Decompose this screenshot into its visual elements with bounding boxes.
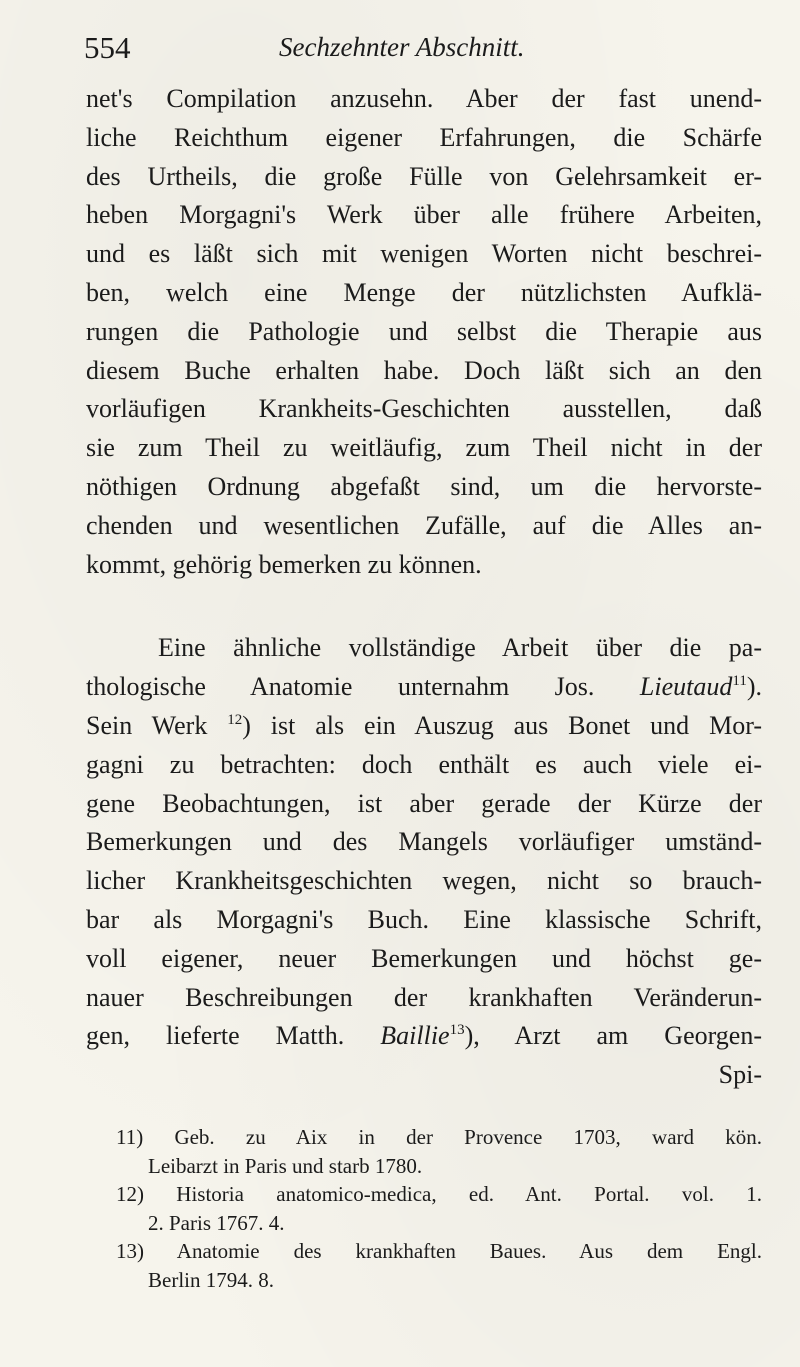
main-text bbox=[86, 80, 762, 1095]
text-line: vorläufigen Krankheits-Geschichten ausstellen, daß bbox=[86, 394, 762, 424]
text-line: gagni zu betrachten: doch enthält es auch viele ei- bbox=[86, 749, 762, 779]
text-line bbox=[86, 707, 762, 746]
paragraph-gap bbox=[86, 584, 762, 629]
footnote-11-cont: Leibarzt in Paris und starb 1780. bbox=[148, 1153, 423, 1178]
text-line bbox=[86, 1017, 762, 1056]
paragraph-1 bbox=[86, 80, 762, 584]
text-line: voll eigener, neuer Bemerkungen und höchst ge- bbox=[86, 943, 762, 973]
text-line: Bemerkungen und des Mangels vorläufiger umständ- bbox=[86, 827, 762, 857]
text-line: ben, welch eine Menge der nützlichsten Aufklä- bbox=[86, 277, 762, 307]
text-line: gene Beobachtungen, ist aber gerade der Kürze der bbox=[86, 788, 762, 818]
page-header bbox=[84, 22, 764, 72]
paragraph-2 bbox=[86, 629, 762, 1095]
text-segment: Sein Werk bbox=[86, 710, 228, 740]
footnote-13: 13) Anatomie des krankhaften Baues. Aus dem Engl. bbox=[116, 1239, 762, 1263]
footnote-13-cont: Berlin 1794. 8. bbox=[148, 1267, 274, 1292]
footnote-12: 12) Historia anatomico-medica, ed. Ant. Portal. vol. 1. bbox=[116, 1182, 762, 1206]
text-line: nauer Beschreibungen der krankhaften Veränderun- bbox=[86, 982, 762, 1012]
footnote-ref-12: 12 bbox=[227, 711, 243, 728]
footnote-ref-11: 11 bbox=[732, 673, 747, 690]
text-line bbox=[86, 668, 762, 707]
text-line: des Urtheils, die große Fülle von Gelehrsamkeit er- bbox=[86, 161, 762, 191]
text-line: rungen die Pathologie und selbst die Therapie aus bbox=[86, 316, 762, 346]
page-number: 554 bbox=[84, 30, 131, 65]
text-segment: ). bbox=[746, 672, 762, 702]
text-line: sie zum Theil zu weitläufig, zum Theil nicht in der bbox=[86, 433, 762, 463]
text-line: net's Compilation anzusehn. Aber der fast unend- bbox=[86, 84, 762, 113]
text-segment: thologische Anatomie unternahm Jos. bbox=[86, 672, 640, 702]
text-line: nöthigen Ordnung abgefaßt sind, um die hervorste- bbox=[86, 471, 762, 501]
text-line: licher Krankheitsgeschichten wegen, nicht so brauch- bbox=[86, 866, 762, 896]
footnote-ref-13: 13 bbox=[449, 1022, 465, 1039]
text-line: chenden und wesentlichen Zufälle, auf die Alles an- bbox=[86, 510, 762, 540]
author-name-baillie: Baillie bbox=[380, 1021, 450, 1051]
text-line: bar als Morgagni's Buch. Eine klassische Schrift, bbox=[86, 904, 762, 934]
text-segment: ) ist als ein Auszug aus Bonet und Mor- bbox=[242, 710, 762, 740]
footnotes bbox=[116, 1123, 762, 1294]
text-segment: gen, lieferte Matth. bbox=[86, 1021, 381, 1051]
footnote-11: 11) Geb. zu Aix in der Provence 1703, ward kön. bbox=[116, 1125, 762, 1149]
text-line: kommt, gehörig bemerken zu können. bbox=[86, 549, 482, 579]
text-line: liche Reichthum eigener Erfahrungen, die Schärfe bbox=[86, 122, 762, 152]
text-line: Eine ähnliche vollständige Arbeit über die pa- bbox=[158, 633, 762, 663]
text-line: diesem Buche erhalten habe. Doch läßt sich an den bbox=[86, 355, 762, 385]
catchword: Spi- bbox=[718, 1060, 762, 1090]
footnote-12-cont: 2. Paris 1767. 4. bbox=[148, 1210, 285, 1235]
text-line: und es läßt sich mit wenigen Worten nicht beschrei- bbox=[86, 239, 762, 269]
text-line: heben Morgagni's Werk über alle frühere Arbeiten, bbox=[86, 200, 762, 230]
text-segment: ), Arzt am Georgen- bbox=[464, 1021, 762, 1051]
author-name-lieutaud: Lieutaud bbox=[639, 672, 733, 702]
running-head: Sechzehnter Abschnitt. bbox=[279, 32, 525, 62]
